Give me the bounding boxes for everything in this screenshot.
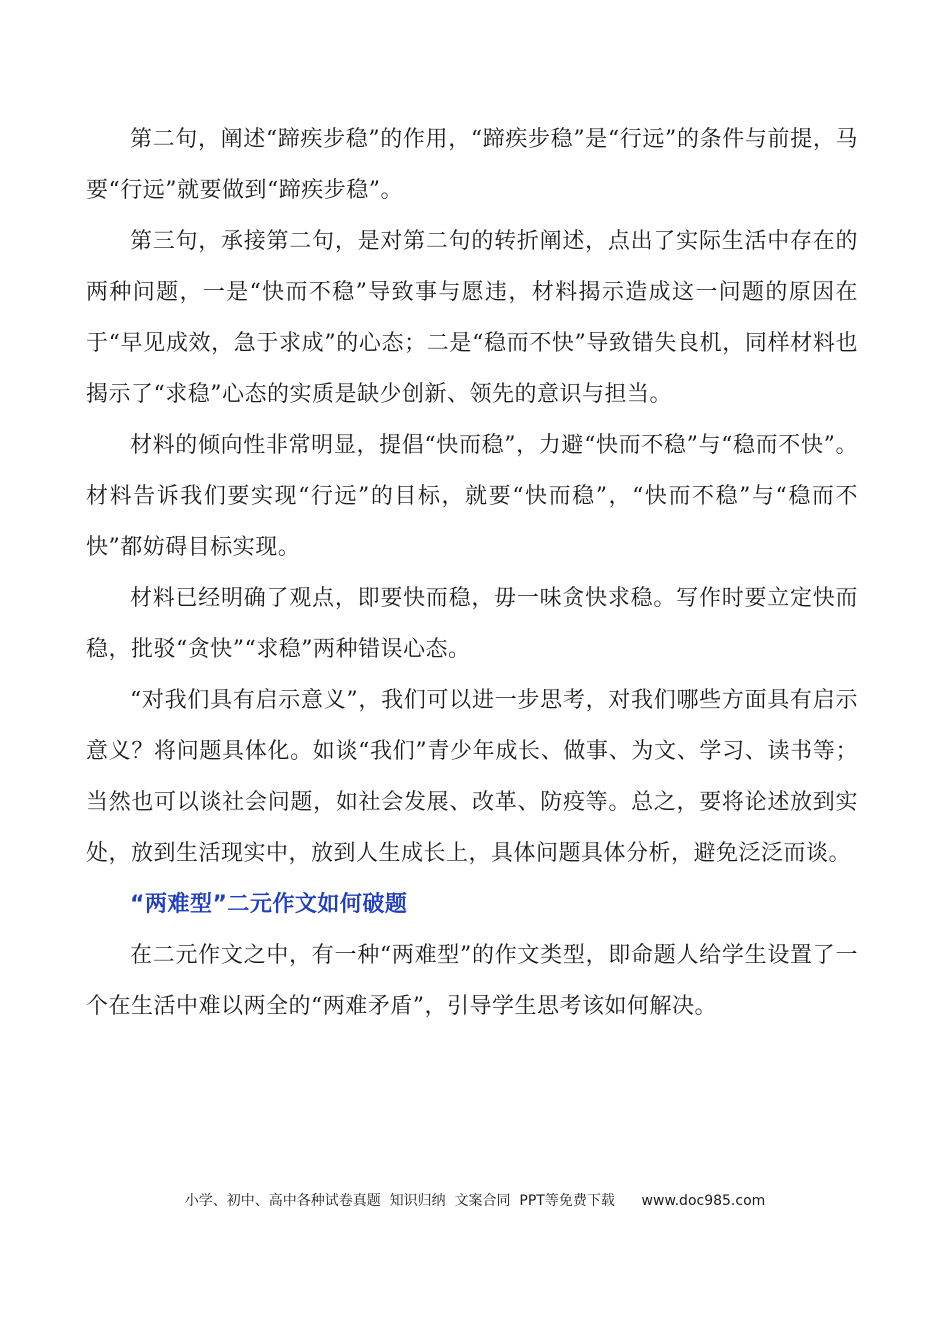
- paragraph-third-sentence: 第三句，承接第二句，是对第二句的转折阐述，点出了实际生活中存在的两种问题，一是“快而不稳”导致事与愿违，材料揭示造成这一问题的原因在于“早见成效，急于求成”的心态；二是“稳而不快”导致错失良机，同样材料也揭示了“求稳”心态的实质是缺少创新、领先的意识与担当。: [86, 229, 858, 407]
- page-footer: 小学、初中、高中各种试卷真题 知识归纳 文案合同 PPT等免费下载 www.doc985.com: [184, 1193, 766, 1209]
- paragraph-viewpoint: 材料已经明确了观点，即要快而稳，毋一味贪快求稳。写作时要立定快而稳，批驳“贪快”“求稳”两种错误心态。: [86, 586, 858, 662]
- paragraph-enlightenment: “对我们具有启示意义”，我们可以进一步思考，对我们哪些方面具有启示意义？将问题具体化。如谈“我们”青少年成长、做事、为文、学习、读书等；当然也可以谈社会问题，如社会发展、改革、防疫等。总之，要将论述放到实处，放到生活现实中，放到人生成长上，具体问题具体分析，避免泛泛而谈。: [86, 688, 858, 866]
- document-body: [86, 114, 858, 1032]
- paragraph-dilemma-intro: 在二元作文之中，有一种“两难型”的作文类型，即命题人给学生设置了一个在生活中难以两全的“两难矛盾”，引导学生思考该如何解决。: [86, 943, 858, 1019]
- paragraph-second-sentence: 第二句，阐述“蹄疾步稳”的作用，“蹄疾步稳”是“行远”的条件与前提，马要“行远”就要做到“蹄疾步稳”。: [86, 127, 858, 203]
- section-heading: “两难型”二元作文如何破题: [130, 892, 408, 917]
- paragraph-material-tendency: 材料的倾向性非常明显，提倡“快而稳”，力避“快而不稳”与“稳而不快”。材料告诉我们要实现“行远”的目标，就要“快而稳”，“快而不稳”与“稳而不快”都妨碍目标实现。: [86, 433, 858, 560]
